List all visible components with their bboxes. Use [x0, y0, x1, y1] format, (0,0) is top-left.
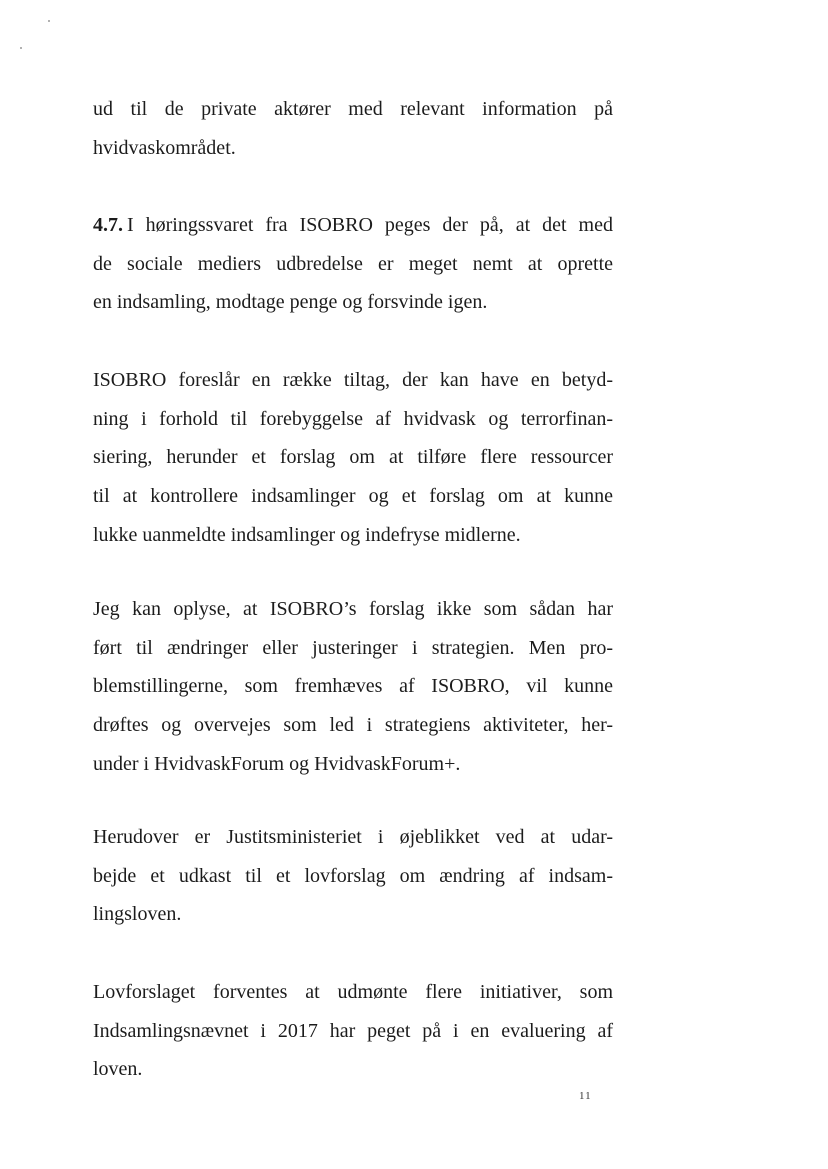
text-line: I høringssvaret fra ISOBRO peges der på, at det med	[127, 214, 613, 236]
section-number: 4.7.	[93, 214, 123, 236]
text-line: Jeg kan oplyse, at ISOBRO’s forslag ikke som sådan har	[93, 598, 613, 620]
text-line: ning i forhold til forebyggelse af hvidvask og terrorfinan-	[93, 407, 613, 430]
text-line: hvidvaskområdet.	[93, 136, 236, 159]
paragraph-continuation	[93, 90, 613, 167]
paragraph-ministry-draft	[93, 818, 613, 934]
paragraph-4-7	[93, 206, 613, 322]
text-line: lukke uanmeldte indsamlinger og indefryse midlerne.	[93, 523, 521, 546]
paragraph-isobro-proposals	[93, 361, 613, 554]
text-line: blemstillingerne, som fremhæves af ISOBRO, vil kunne	[93, 675, 613, 698]
text-line: bejde et udkast til et lovforslag om ændring af indsam-	[93, 864, 613, 887]
text-line: under i HvidvaskForum og HvidvaskForum+.	[93, 752, 461, 775]
scan-speck	[20, 47, 22, 49]
page-number: 11	[579, 1090, 592, 1102]
text-line: til at kontrollere indsamlinger og et forslag om at kunne	[93, 485, 613, 508]
text-line: ud til de private aktører med relevant information på	[93, 98, 613, 120]
text-line: loven.	[93, 1058, 143, 1081]
text-line: en indsamling, modtage penge og forsvinde igen.	[93, 291, 488, 314]
text-line: ISOBRO foreslår en række tiltag, der kan have en betyd-	[93, 369, 613, 391]
text-line: Herudover er Justitsministeriet i øjeblikket ved at udar-	[93, 826, 613, 848]
paragraph-bill-initiatives	[93, 973, 613, 1089]
text-line: ført til ændringer eller justeringer i strategien. Men pro-	[93, 636, 613, 659]
text-line: de sociale mediers udbredelse er meget nemt at oprette	[93, 252, 613, 275]
scan-speck	[48, 20, 50, 22]
text-line: lingsloven.	[93, 903, 182, 926]
text-line: Indsamlingsnævnet i 2017 har peget på i en evaluering af	[93, 1019, 613, 1042]
text-line-with-section-number	[93, 206, 613, 245]
text-line: siering, herunder et forslag om at tilføre flere ressourcer	[93, 446, 613, 469]
paragraph-strategy-response	[93, 590, 613, 783]
text-line: Lovforslaget forventes at udmønte flere initiativer, som	[93, 981, 613, 1003]
text-line: drøftes og overvejes som led i strategiens aktiviteter, her-	[93, 714, 613, 737]
